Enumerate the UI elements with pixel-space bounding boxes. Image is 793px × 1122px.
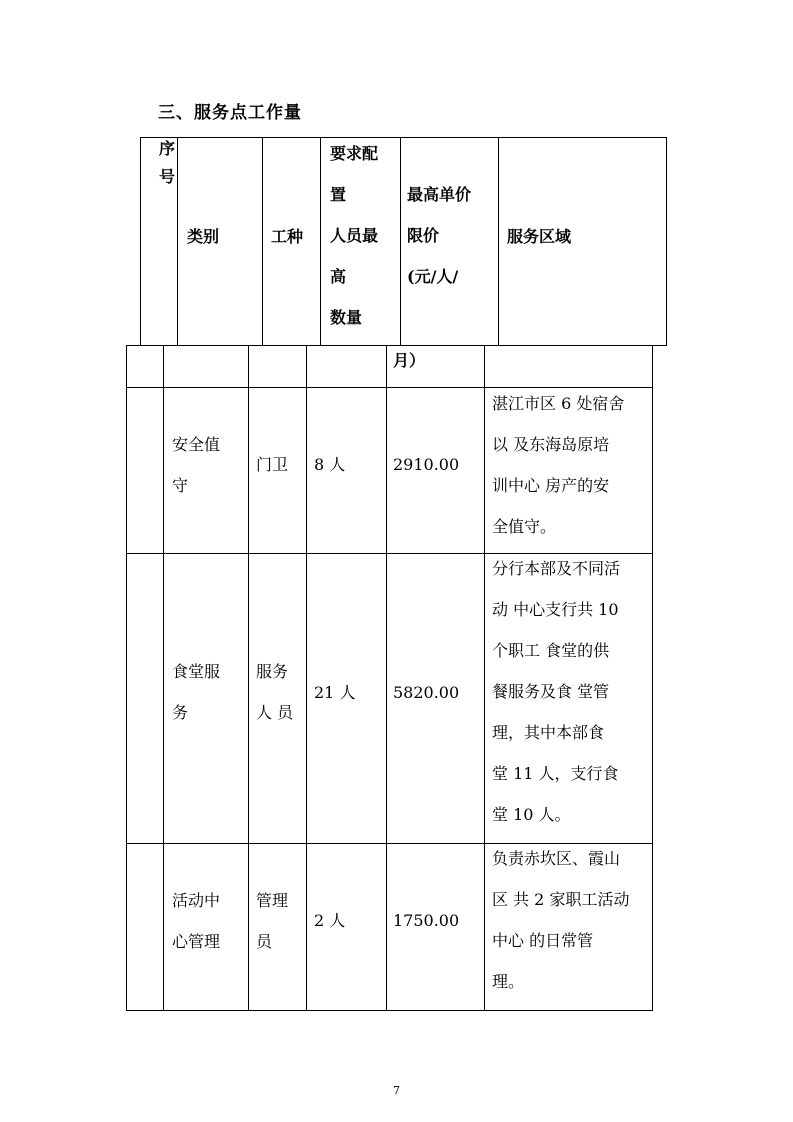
page-number: 7 [393, 1084, 400, 1097]
header-staff-max: 要求配 置 人员最 高 数量 [330, 144, 379, 327]
row-job-type: 门卫 [256, 455, 289, 474]
row-price: 5820.00 [393, 683, 460, 702]
section-title: 三、服务点工作量 [158, 103, 302, 123]
row-area: 分行本部及不同活 动 中心支行共 10 个职工 食堂的供 餐服务及食 堂管 理，其中本部食 堂 11 人，支行食 堂 10 人。 [492, 559, 621, 824]
header-price-continued: 月） [393, 351, 426, 370]
row-job-type: 管理 员 [256, 891, 289, 951]
row-area: 湛江市区 6 处宿舍 以 及东海岛原培 训中心 房产的安 全值守。 [492, 394, 625, 536]
row-category: 活动中 心管理 [172, 891, 221, 951]
row-staff: 2 人 [314, 911, 346, 930]
row-category: 安全值 守 [172, 435, 221, 495]
row-staff: 8 人 [314, 455, 346, 474]
row-price: 1750.00 [393, 911, 460, 930]
header-price: 最高单价 限价 (元/人/ [407, 185, 472, 286]
header-area: 服务区域 [507, 227, 572, 246]
row-category: 食堂服 务 [172, 662, 221, 722]
row-job-type: 服务 人 员 [256, 662, 294, 722]
header-job-type: 工种 [271, 227, 304, 246]
row-staff: 21 人 [314, 683, 356, 702]
row-price: 2910.00 [393, 455, 460, 474]
header-seq: 序 号 [159, 139, 176, 186]
row-area: 负责赤坎区、霞山 区 共 2 家职工活动 中心 的日常管 理。 [492, 849, 630, 991]
header-category: 类别 [187, 227, 220, 246]
